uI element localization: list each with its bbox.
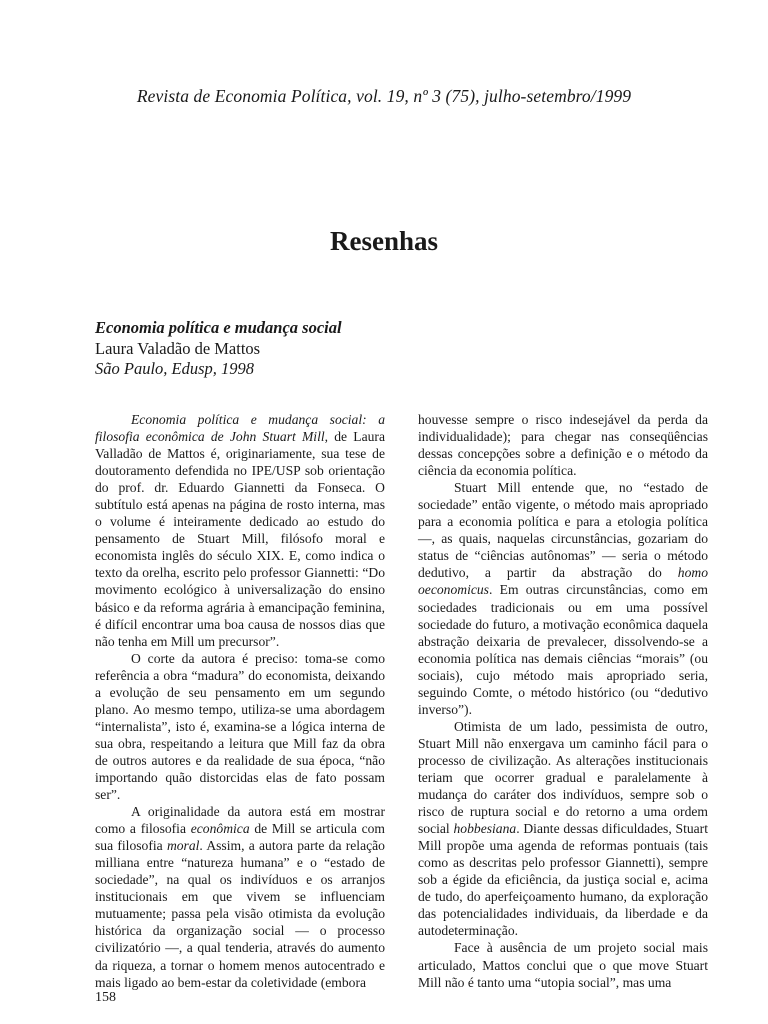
paragraph: houvesse sempre o risco indesejável da perda da individualidade); para chegar nas conseqüências dessas concepções sobre a definição e o método da ciência da economia política. [418,412,708,479]
italic-span: homo oeconomicus [418,565,708,598]
paragraph [418,718,708,940]
text-span: . Assim, a autora parte da relação milliana entre “natureza humana” e o “estado de sociedade”, na qual os indivíduos e os arranjos institucionais em que vivem se influenciam mutuamente; passa pela visão otimista da evolução histórica da organização social — o processo civilizatório —, a qual tenderia, através do aumento da riqueza, a tornar o homem menos autocentrado e mais ligado ao bem-estar da coletividade (embora [95,838,385,990]
paragraph [95,411,385,650]
text-span: . Em outras circunstâncias, como em sociedades tradicionais ou em uma possível sociedade do futuro, a motivação econômica daquela abstração deixaria de prevalecer, dissolvendo-se a economia política nas demais ciências “morais” (ou sociais), cujo método mais apropriado seria, seguindo Comte, o método histórico (ou “dedutivo inverso”). [418,582,708,717]
text-span: Otimista de um lado, pessimista de outro, Stuart Mill não enxergava um caminho fácil para o processo de civilização. As alterações institucionais teriam que ocorrer gradual e paralelamente à mudança do caráter dos indivíduos, sempre sob o risco de ruptura social e do retorno a uma ordem social [418,718,708,837]
journal-header: Revista de Economia Política, vol. 19, nº 3 (75), julho-setembro/1999 [136,86,632,106]
italic-span: hobbesiana [453,821,517,837]
book-reference [95,318,342,380]
paragraph [95,803,385,991]
page-number: 158 [95,990,116,1005]
text-span: de Mill se articula com sua filosofia [95,821,385,854]
book-title: Economia política e mudança social [95,318,342,337]
left-column [95,411,385,991]
text-span: A originalidade da autora está em mostrar como a filosofia [95,804,385,837]
paragraph [418,479,708,718]
section-title: Resenhas [329,226,438,256]
right-column [418,411,708,991]
italic-span: Economia política e mudança social: a filosofia econômica de John Stuart Mill [95,412,385,445]
text-span: . Diante dessas dificuldades, Stuart Mill propõe uma agenda de reformas pontuais (tais como as descritas pelo professor Giannetti), sempre sob a égide da eficiência, da justiça social e, acima de tudo, do aperfeiçoamento humano, da exploração das potencialidades individuais, da liberdade e da autodeterminação. [418,821,708,939]
book-author: Laura Valadão de Mattos [95,338,261,358]
italic-span: moral [166,838,200,854]
italic-span: econômica [190,821,250,837]
text-span: , de Laura Valladão de Mattos é, originariamente, sua tese de doutoramento defendida no IPE/USP sob orientação do prof. dr. Eduardo Giannetti da Fonseca. O subtítulo está apenas na página de rosto interna, mas o volume é inteiramente dedicado ao estudo do pensamento de Stuart Mill, filósofo moral e economista inglês do século XIX. E, como indica o texto da orelha, escrito pelo professor Giannetti: “Do movimento ecológico à universalização do ensino básico e da reforma agrária à emancipação feminina, é difícil encontrar uma boa causa de nossos dias que não tenha em Mill um precursor”. [95,429,385,649]
paragraph: Face à ausência de um projeto social mais articulado, Mattos conclui que o que move Stuart Mill não é tanto uma “utopia social”, mas uma [418,940,708,990]
paragraph: O corte da autora é preciso: toma-se como referência a obra “madura” do economista, deixando a evolução de seu pensamento em um segundo plano. Ao mesmo tempo, utiliza-se uma abordagem “internalista”, isto é, examina-se a lógica interna de sua obra, respeitando a leitura que Mill faz da obra de outros autores e da realidade de sua época, “não importando quão distorcidas elas de fato possam ser”. [95,650,385,803]
text-span: Stuart Mill entende que, no “estado de sociedade” então vigente, o método mais apropriado para a economia política e para a etologia política —, as quais, naquelas circunstâncias, gozariam do status de “ciências autônomas” — seria o método dedutivo, a partir da abstração do [418,480,708,581]
book-publisher: São Paulo, Edusp, 1998 [95,359,255,378]
